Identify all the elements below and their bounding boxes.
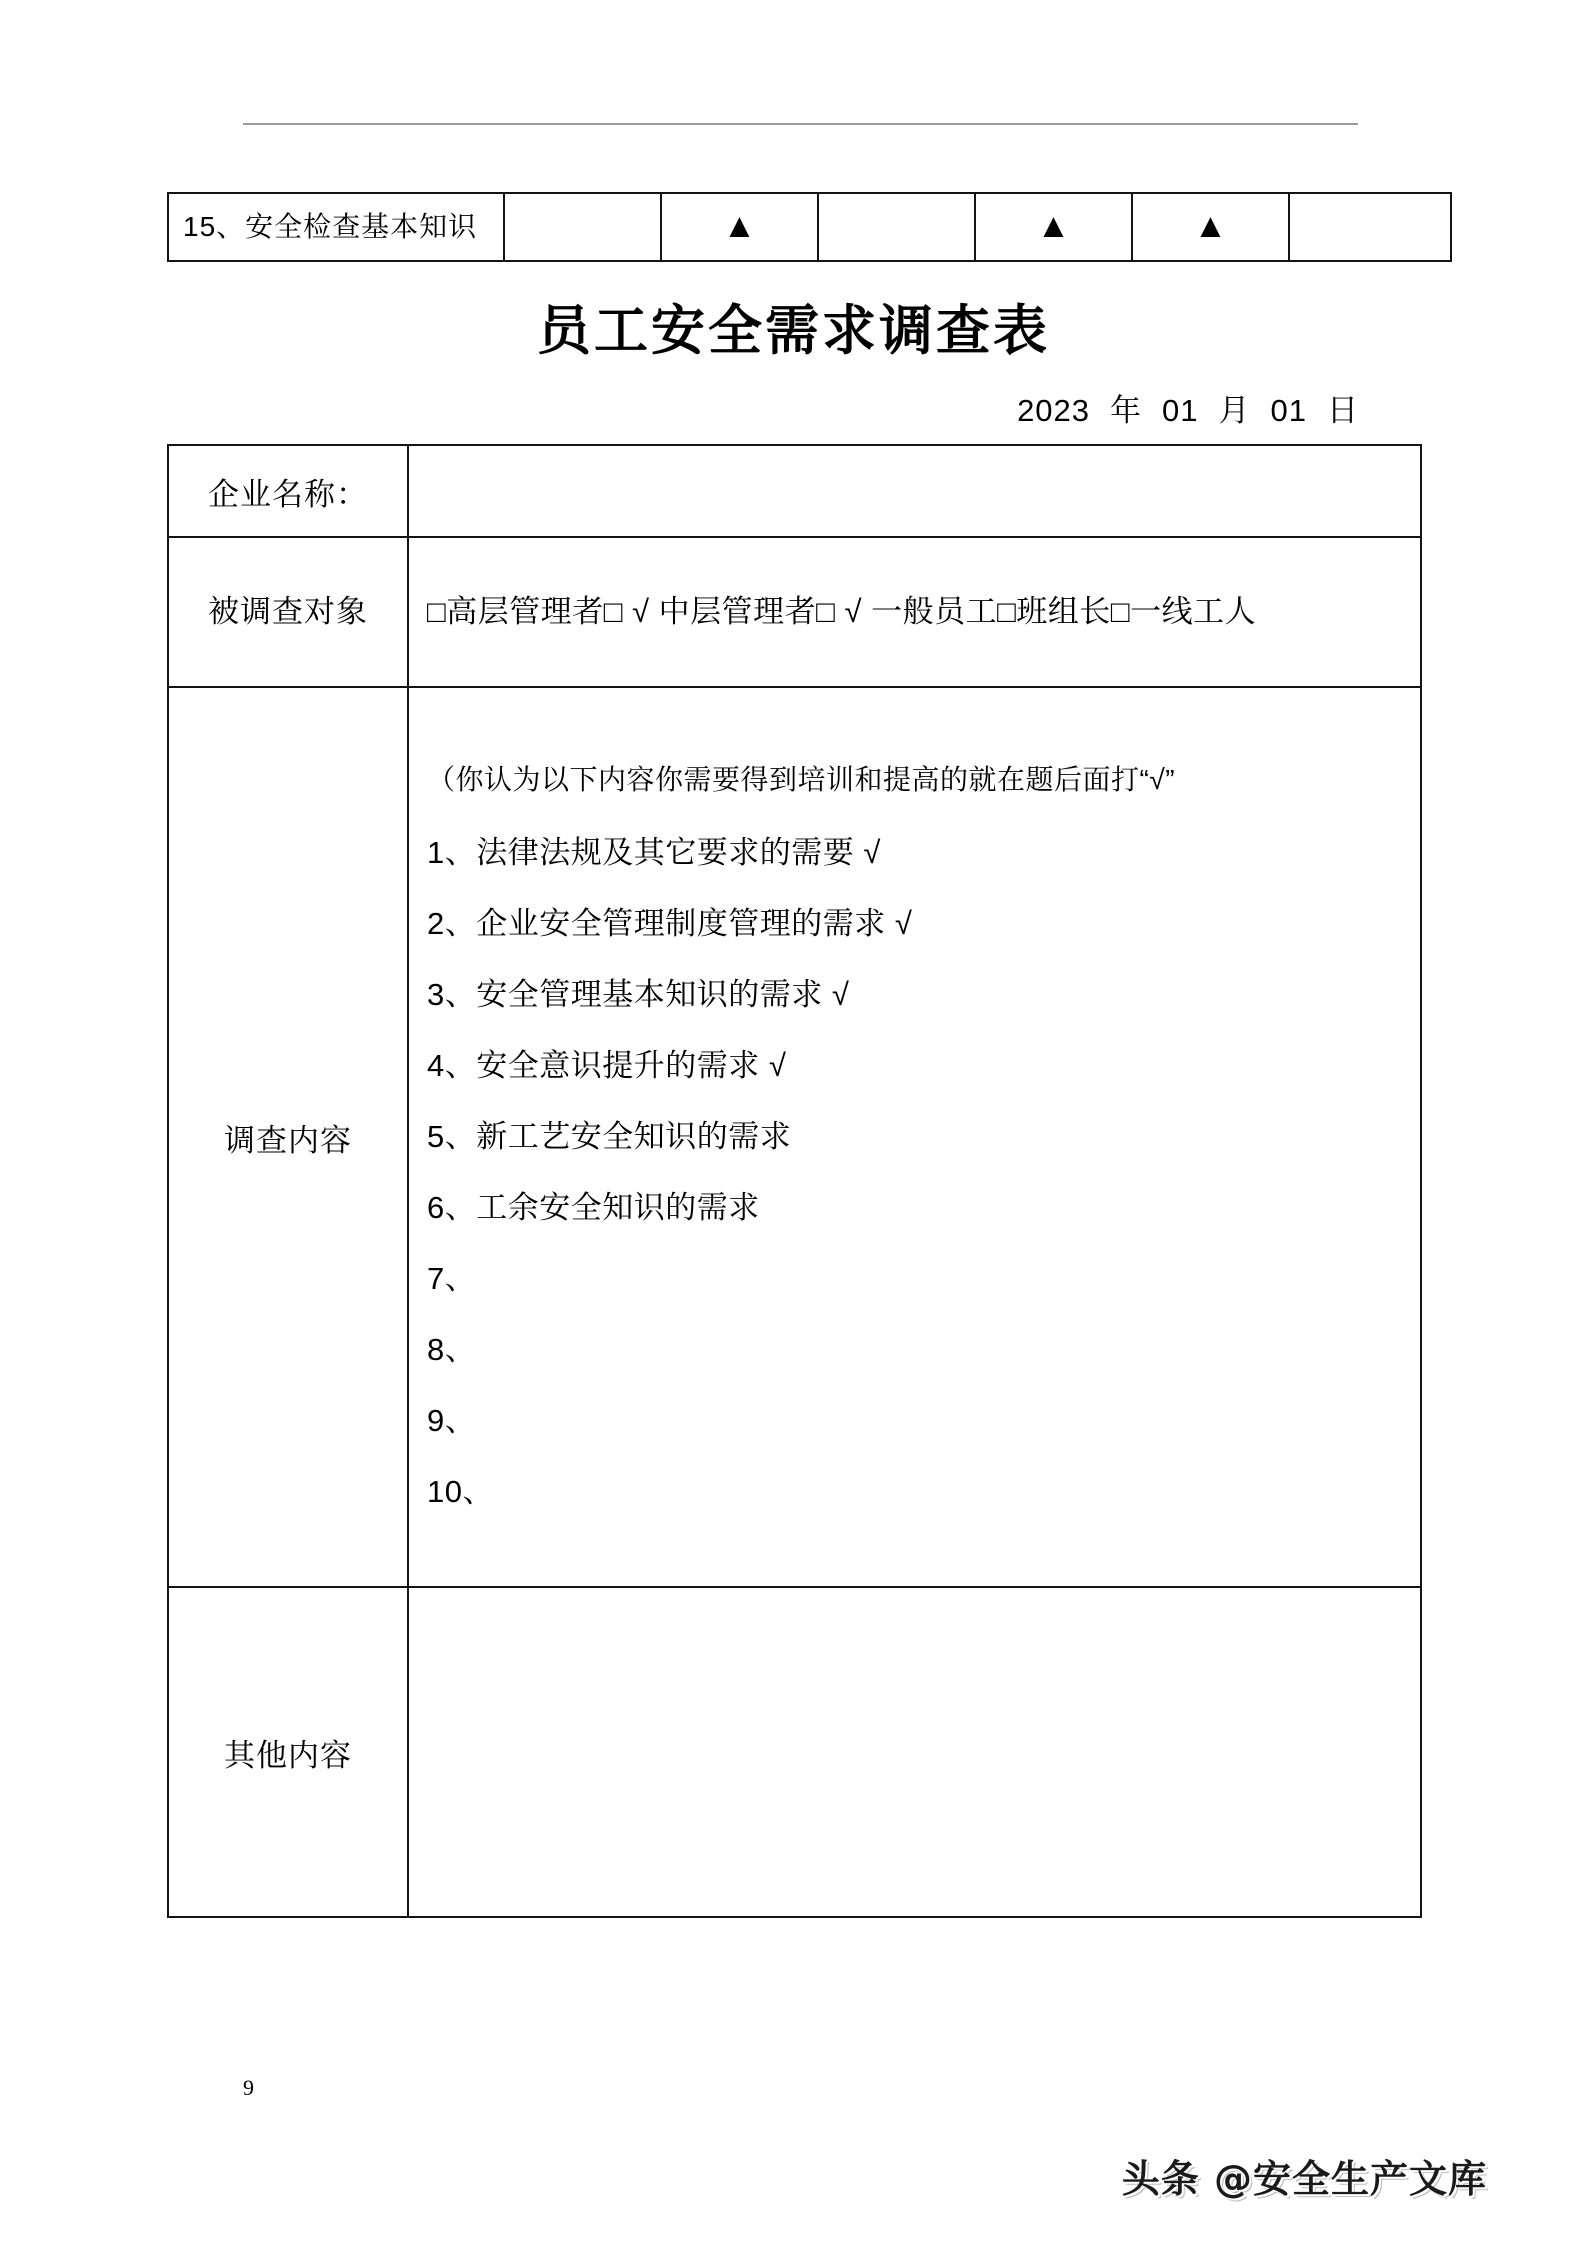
header-divider (243, 123, 1358, 125)
list-item[interactable]: 1、法律法规及其它要求的需要 √ (427, 835, 881, 871)
list-item[interactable]: 8、 (427, 1331, 477, 1367)
date-day-label: 日 (1327, 393, 1359, 428)
triangle-icon: ▲ (722, 207, 757, 246)
table-row-other (168, 1587, 1421, 1917)
table-row-target (168, 537, 1421, 687)
top-row-mark-1 (504, 193, 661, 261)
row-label-other-content: 其他内容 (168, 1587, 408, 1917)
list-item[interactable]: 9、 (427, 1402, 477, 1438)
table-row (168, 193, 1451, 261)
survey-item-list (427, 831, 1402, 1514)
list-item[interactable]: 10、 (427, 1473, 494, 1509)
top-row-mark-5 (1132, 193, 1289, 261)
date-month-label: 月 (1218, 393, 1251, 428)
top-row-mark-2 (661, 193, 818, 261)
date-line (1003, 385, 1365, 430)
survey-target-options[interactable]: □高层管理者□ √ 中层管理者□ √ 一般员工□班组长□一线工人 (408, 537, 1421, 687)
top-continuation-table (167, 192, 1452, 262)
date-month-value: 01 (1162, 393, 1199, 428)
top-row-mark-4 (975, 193, 1132, 261)
list-item[interactable]: 2、企业安全管理制度管理的需求 √ (427, 906, 913, 942)
list-item[interactable]: 5、新工艺安全知识的需求 (427, 1119, 792, 1155)
table-row-content (168, 687, 1421, 1587)
other-content-field[interactable] (408, 1587, 1421, 1917)
list-item[interactable]: 6、工余安全知识的需求 (427, 1190, 760, 1225)
page-title: 员工安全需求调查表 (537, 299, 1050, 362)
top-row-mark-6 (1289, 193, 1451, 261)
date-year-label: 年 (1110, 393, 1143, 428)
triangle-icon: ▲ (1036, 207, 1071, 246)
watermark: 头条 @安全生产文库 (1121, 2157, 1487, 2201)
list-item[interactable]: 4、安全意识提升的需求 √ (427, 1048, 787, 1084)
date-day-value: 01 (1270, 393, 1307, 428)
row-label-enterprise-name: 企业名称： (168, 445, 408, 537)
row-label-survey-content: 调查内容 (168, 687, 408, 1587)
survey-content-intro: （你认为以下内容你需要得到培训和提高的就在题后面打“√” (427, 764, 1176, 796)
enterprise-name-field[interactable] (408, 445, 1421, 537)
row-label-survey-target: 被调查对象 (168, 537, 408, 687)
top-row-mark-3 (818, 193, 975, 261)
table-row-enterprise (168, 445, 1421, 537)
page-number: 9 (243, 2075, 254, 2100)
top-row-label: 15、安全检查基本知识 (168, 193, 504, 261)
survey-content-cell (408, 687, 1421, 1587)
triangle-icon: ▲ (1193, 207, 1228, 246)
list-item[interactable]: 7、 (427, 1260, 477, 1296)
list-item[interactable]: 3、安全管理基本知识的需求 √ (427, 977, 850, 1013)
date-year-value: 2023 (1017, 393, 1091, 428)
survey-table (167, 444, 1422, 1918)
